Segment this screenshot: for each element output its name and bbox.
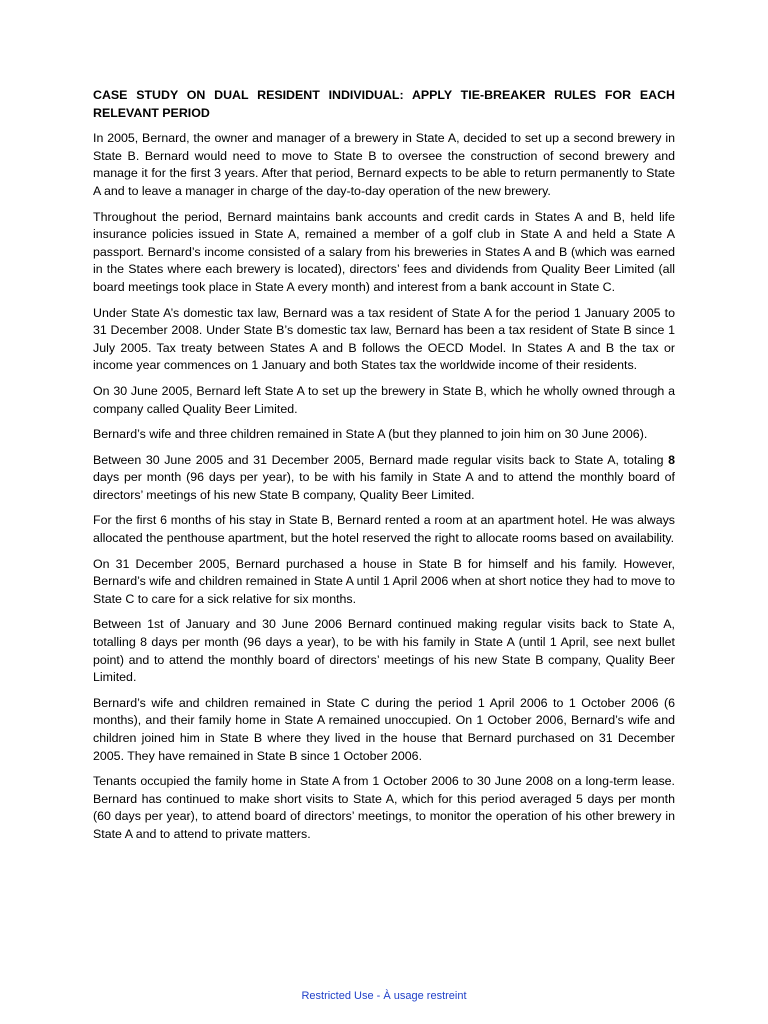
paragraph-state-c: Bernard’s wife and children remained in State C during the period 1 April 2006 to 1 October 2006 (6 months), and their family home in State A remained unoccupied. On 1 October 2006, Bernard’s wife and children joined him in State B where they lived in the house that Bernard purchased on 31 December 2005. They have remained in State B since 1 October 2006. bbox=[93, 695, 675, 763]
visits-text-before: Between 30 June 2005 and 31 December 2005, Bernard made regular visits back to State A, totaling bbox=[93, 452, 669, 467]
document-title: CASE STUDY ON DUAL RESIDENT INDIVIDUAL: APPLY TIE-BREAKER RULES FOR EACH RELEVANT PERIOD bbox=[93, 88, 675, 120]
paragraph-visits-2005 bbox=[93, 452, 675, 505]
paragraph-visits-2006: Between 1st of January and 30 June 2006 Bernard continued making regular visits back to State A, totalling 8 days per month (96 days a year), to be with his family in State A (until 1 April, see next bullet point) and to attend the monthly board of directors’ meetings of his new State B company, Quality Beer Limited. bbox=[93, 617, 675, 685]
document-body bbox=[93, 87, 675, 852]
paragraph-departure: On 30 June 2005, Bernard left State A to set up the brewery in State B, which he wholly owned through a company called Quality Beer Limited. bbox=[93, 383, 675, 416]
paragraph-intro: In 2005, Bernard, the owner and manager of a brewery in State A, decided to set up a second brewery in State B. Bernard would need to move to State B to oversee the construction of second brewery and manage it for the first 3 years. After that period, Bernard expects to be able to return permanently to State A and to leave a manager in charge of the day-to-day operation of the new brewery. bbox=[93, 131, 675, 198]
footer-classification: Restricted Use - À usage restreint bbox=[301, 990, 467, 1002]
paragraph-family: Bernard’s wife and three children remained in State A (but they planned to join him on 30 June 2006). bbox=[93, 427, 648, 442]
paragraph-assets: Throughout the period, Bernard maintains bank accounts and credit cards in States A and B, held life insurance policies issued in State A, remained a member of a golf club in State A and held a State A passport. Bernard’s income consisted of a salary from his breweries in States A and B (which was earned in the States where each brewery is located), directors’ fees and dividends from Quality Beer Limited (all board meetings took place in State A every month) and interest from a bank account in State C. bbox=[93, 209, 675, 294]
visits-days-bold: 8 bbox=[668, 452, 675, 467]
paragraph-tenants: Tenants occupied the family home in State A from 1 October 2006 to 30 June 2008 on a long-term lease. Bernard has continued to make short visits to State A, which for this period averaged 5 days per month (60 days per year), to attend board of directors’ meetings, to monitor the operation of his other brewery in State A and to attend to private matters. bbox=[93, 774, 675, 841]
visits-text-after: days per month (96 days per year), to be with his family in State A and to attend the monthly board of directors’ meetings of his new State B company, Quality Beer Limited. bbox=[93, 470, 675, 502]
paragraph-domestic-law: Under State A’s domestic tax law, Bernard was a tax resident of State A for the period 1 January 2005 to 31 December 2008. Under State B’s domestic tax law, Bernard has been a tax resident of State B since 1 July 2005. Tax treaty between States A and B follows the OECD Model. In States A and B the tax or income year commences on 1 January and both States tax the worldwide income of their residents. bbox=[93, 305, 675, 373]
paragraph-house-purchase: On 31 December 2005, Bernard purchased a house in State B for himself and his family. However, Bernard’s wife and children remained in State A until 1 April 2006 when at short notice they had to move to State C to care for a sick relative for six months. bbox=[93, 556, 675, 606]
paragraph-hotel: For the first 6 months of his stay in State B, Bernard rented a room at an apartment hotel. He was always allocated the penthouse apartment, but the hotel reserved the right to allocate rooms based on availability. bbox=[93, 513, 675, 546]
